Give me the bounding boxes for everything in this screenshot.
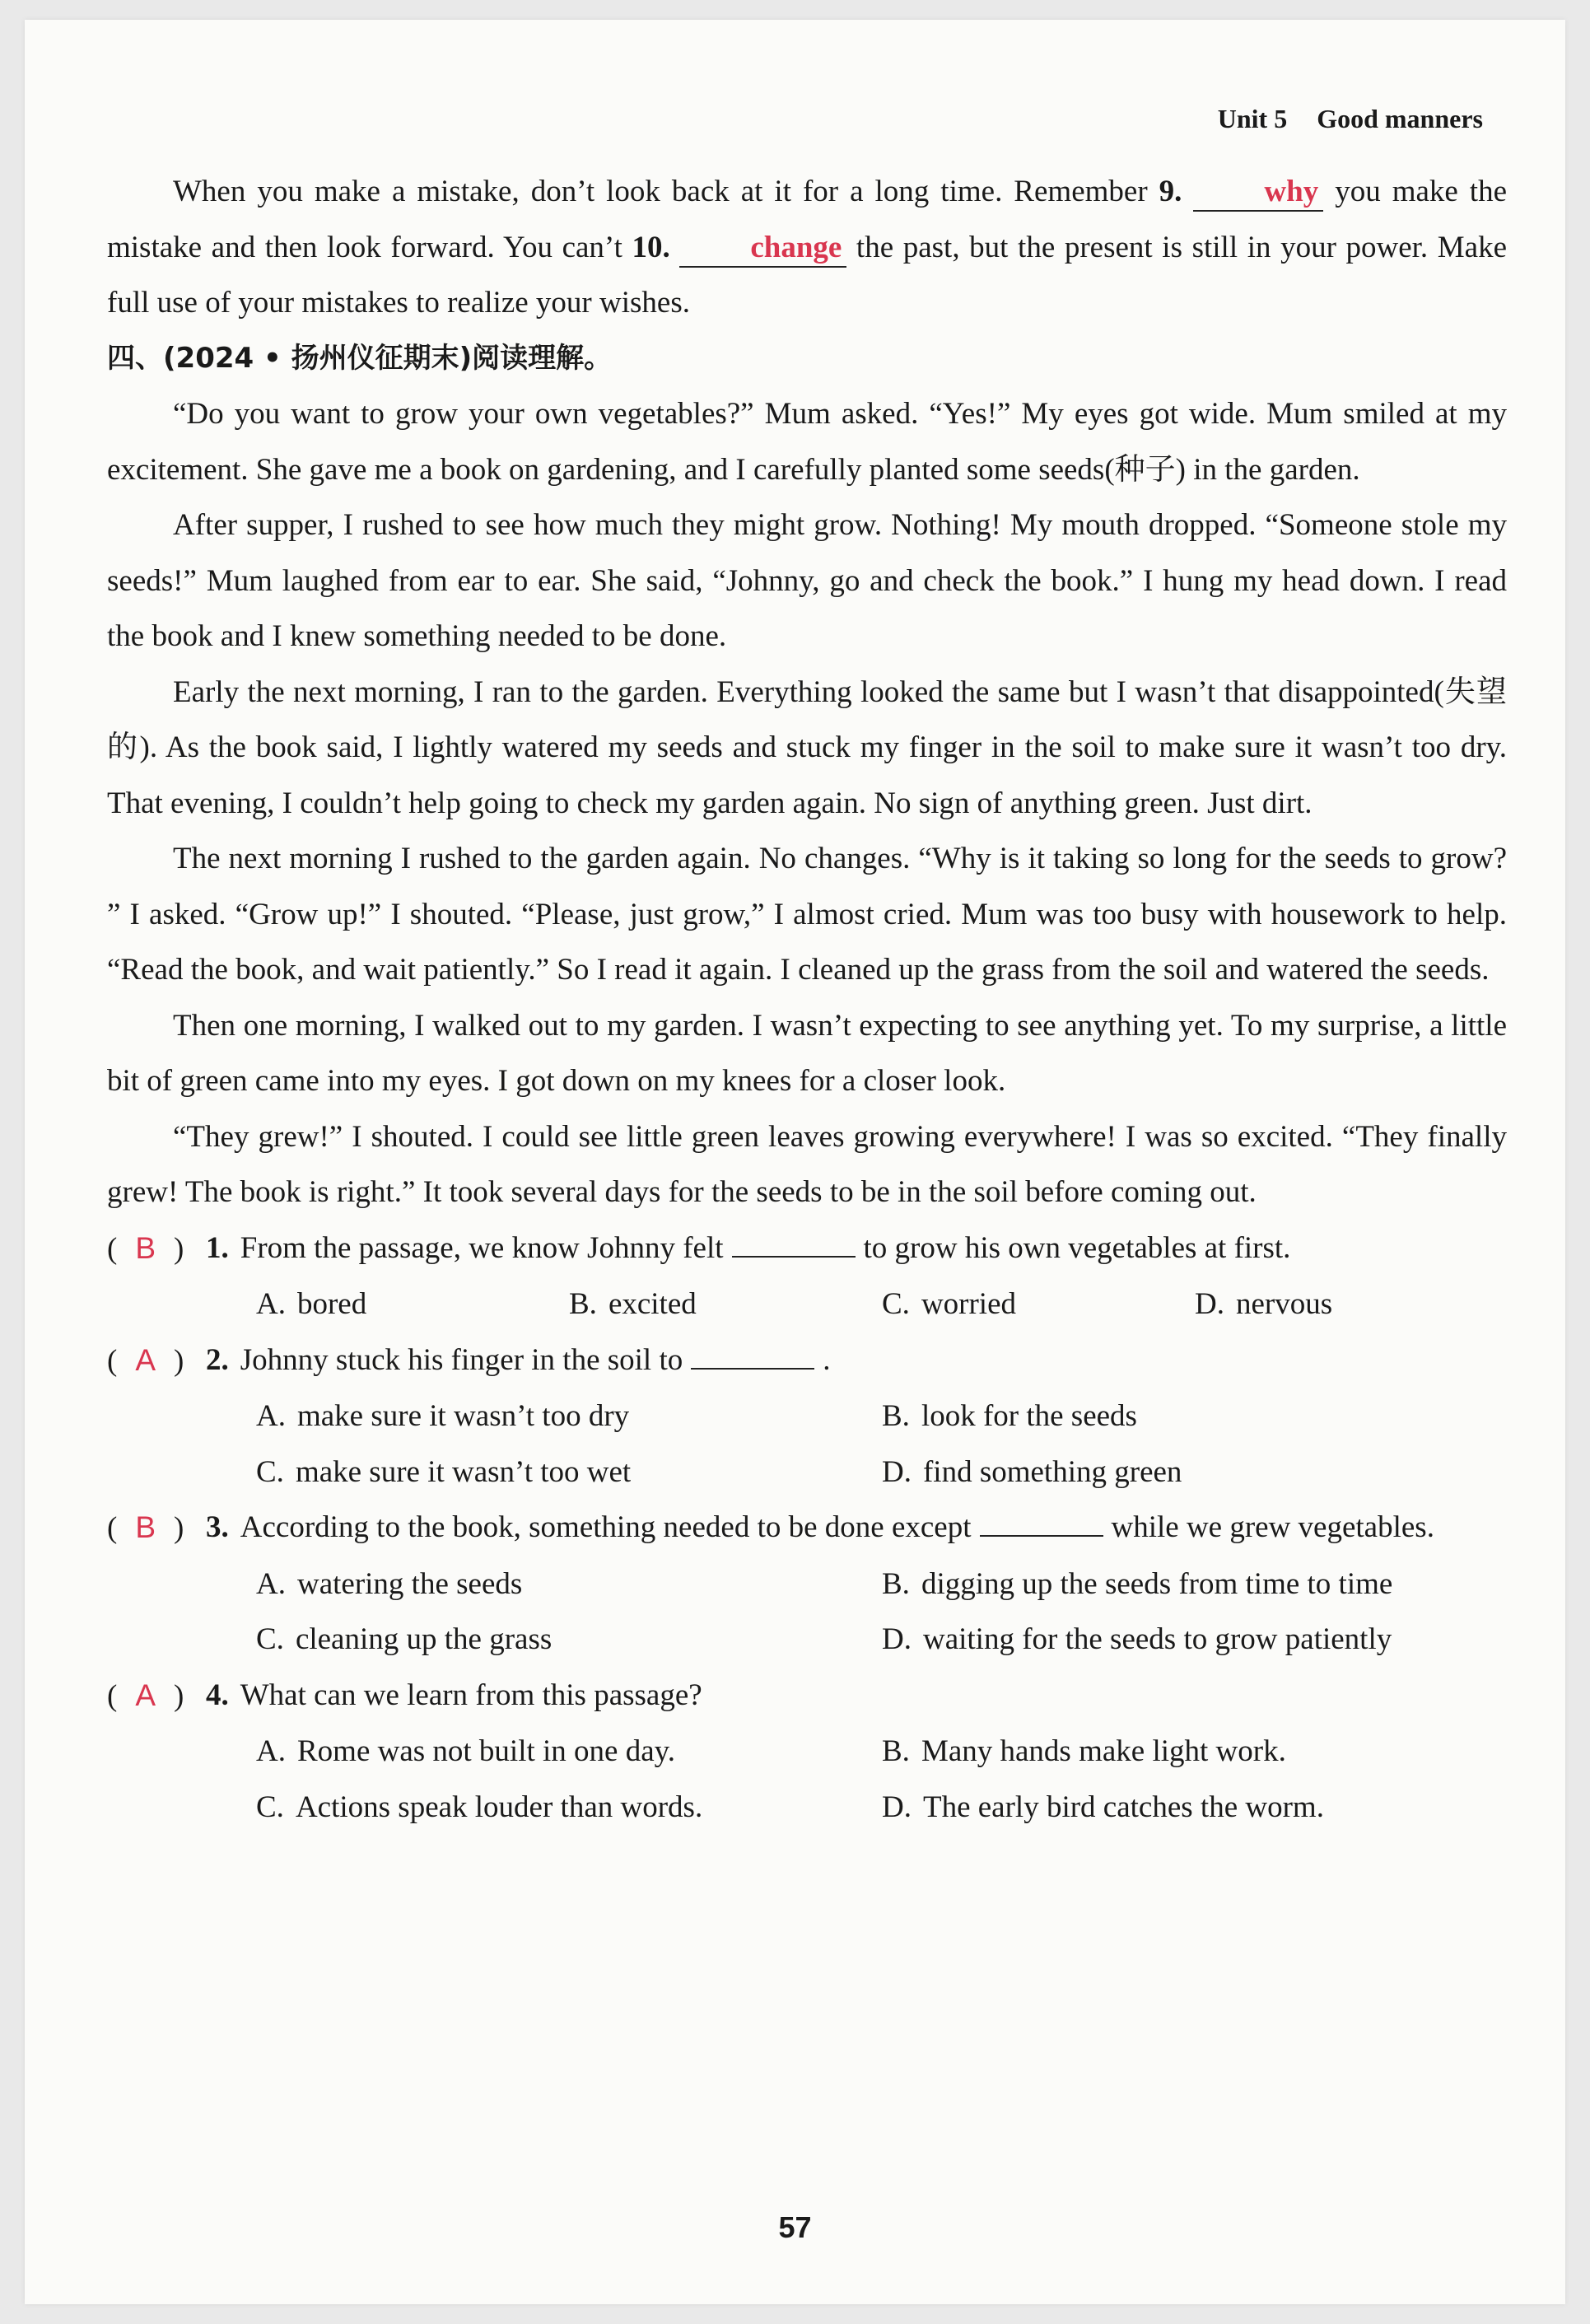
passage-paragraph: The next morning I rushed to the garden again. No changes. “Why is it taking so long for the seeds to grow? ” I asked. “Grow up!” I shouted. “Please, just grow,” I almost cried. Mum was too busy with housework to help. “Read the book, and wait patiently.” So I read it again. I cleaned up the grass from the soil and watered the seeds. xyxy=(107,842,1507,987)
answer-mark: B xyxy=(135,1510,156,1544)
answer-blank xyxy=(732,1233,856,1258)
question-stem-end: while we grew vegetables. xyxy=(1111,1510,1434,1544)
options-3 xyxy=(107,1556,1507,1668)
answer-blank xyxy=(980,1512,1103,1537)
option: B. excited xyxy=(569,1287,697,1321)
passage-paragraph: “Do you want to grow your own vegetables?” Mum asked. “Yes!” My eyes got wide. Mum smiled at my excitement. She gave me a book on gardening, and I carefully planted some seeds(种子) in the garden. xyxy=(107,397,1507,487)
unit-label: Unit 5 xyxy=(1217,104,1288,133)
option: B. digging up the seeds from time to time xyxy=(882,1566,1393,1601)
question-4 xyxy=(107,1668,1507,1724)
option: D. waiting for the seeds to grow patiently xyxy=(882,1622,1392,1656)
option: A. watering the seeds xyxy=(256,1566,523,1601)
passage-paragraph: “They grew!” I shouted. I could see little green leaves growing everywhere! I was so excited. “They finally grew! The book is right.” It took several days for the seeds to be in the soil before coming out. xyxy=(107,1119,1507,1209)
question-1 xyxy=(107,1220,1507,1277)
option: C. cleaning up the grass xyxy=(256,1622,553,1656)
blank-number-10: 10. xyxy=(632,230,670,264)
option: B. Many hands make light work. xyxy=(882,1734,1286,1768)
option: C. Actions speak louder than words. xyxy=(256,1790,703,1824)
intro-paragraph xyxy=(107,164,1507,331)
option: C. worried xyxy=(882,1287,1017,1321)
question-stem: What can we learn from this passage? xyxy=(240,1678,702,1712)
question-stem: According to the book, something needed to be done except xyxy=(240,1510,972,1544)
question-2 xyxy=(107,1332,1507,1389)
question-3 xyxy=(107,1500,1507,1556)
question-stem: From the passage, we know Johnny felt xyxy=(240,1230,724,1265)
option: D. nervous xyxy=(1195,1287,1333,1321)
options-2 xyxy=(107,1388,1507,1500)
intro-text-3: the past, but the present is still in your power. Make full use of your mistakes to realize your wishes. xyxy=(107,230,1508,320)
question-stem: Johnny stuck his finger in the soil to xyxy=(240,1342,683,1377)
intro-text-2: you make the mistake and then look forward. You can’t xyxy=(107,175,1508,264)
answer-paren: ( A ) xyxy=(107,1678,184,1713)
answer-mark: A xyxy=(135,1342,156,1377)
question-number: 2. xyxy=(206,1342,229,1377)
options-4 xyxy=(107,1724,1507,1835)
answer-mark: B xyxy=(135,1230,156,1265)
blank-answer-10: change xyxy=(679,232,846,268)
passage-paragraph: Early the next morning, I ran to the garden. Everything looked the same but I wasn’t that disappointed(失望的). As the book said, I lightly watered my seeds and stuck my finger in the soil to make sure it wasn’t too dry. That evening, I couldn’t help going to check my garden again. No sign of anything green. Just dirt. xyxy=(107,674,1507,820)
blank-number-9: 9. xyxy=(1159,175,1182,208)
passage-paragraph: Then one morning, I walked out to my garden. I wasn’t expecting to see anything yet. To my surprise, a little bit of green came into my eyes. I got down on my knees for a closer look. xyxy=(107,1008,1507,1098)
worksheet-page xyxy=(25,20,1565,2304)
answer-paren: ( A ) xyxy=(107,1342,184,1378)
options-1 xyxy=(107,1276,1507,1332)
option: D. The early bird catches the worm. xyxy=(882,1790,1324,1824)
answer-blank xyxy=(691,1345,814,1370)
question-stem-end: . xyxy=(823,1342,831,1377)
answer-paren: ( B ) xyxy=(107,1510,184,1545)
answer-paren: ( B ) xyxy=(107,1230,184,1266)
question-number: 1. xyxy=(206,1230,229,1265)
page-number: 57 xyxy=(778,2210,812,2244)
passage-paragraph: After supper, I rushed to see how much they might grow. Nothing! My mouth dropped. “Someone stole my seeds!” Mum laughed from ear to ear. She said, “Johnny, go and check the book.” I hung my head down. I read the book and I knew something needed to be done. xyxy=(107,508,1507,653)
answer-mark: A xyxy=(135,1678,156,1712)
blank-answer-9: why xyxy=(1193,176,1323,212)
page-header xyxy=(1218,104,1483,134)
question-stem-end: to grow his own vegetables at first. xyxy=(863,1230,1291,1265)
option: A. bored xyxy=(256,1287,367,1321)
unit-title: Good manners xyxy=(1317,104,1483,133)
question-number: 4. xyxy=(206,1678,229,1712)
option: C. make sure it wasn’t too wet xyxy=(256,1454,632,1489)
option: B. look for the seeds xyxy=(882,1399,1137,1433)
option: D. find something green xyxy=(882,1454,1182,1489)
option: A. make sure it wasn’t too dry xyxy=(256,1399,630,1433)
section-title: 四、(2024 • 扬州仪征期末)阅读理解。 xyxy=(107,341,613,375)
intro-text-1: When you make a mistake, don’t look back at it for a long time. Remember xyxy=(173,175,1159,208)
option: A. Rome was not built in one day. xyxy=(256,1734,675,1768)
question-number: 3. xyxy=(206,1510,229,1544)
